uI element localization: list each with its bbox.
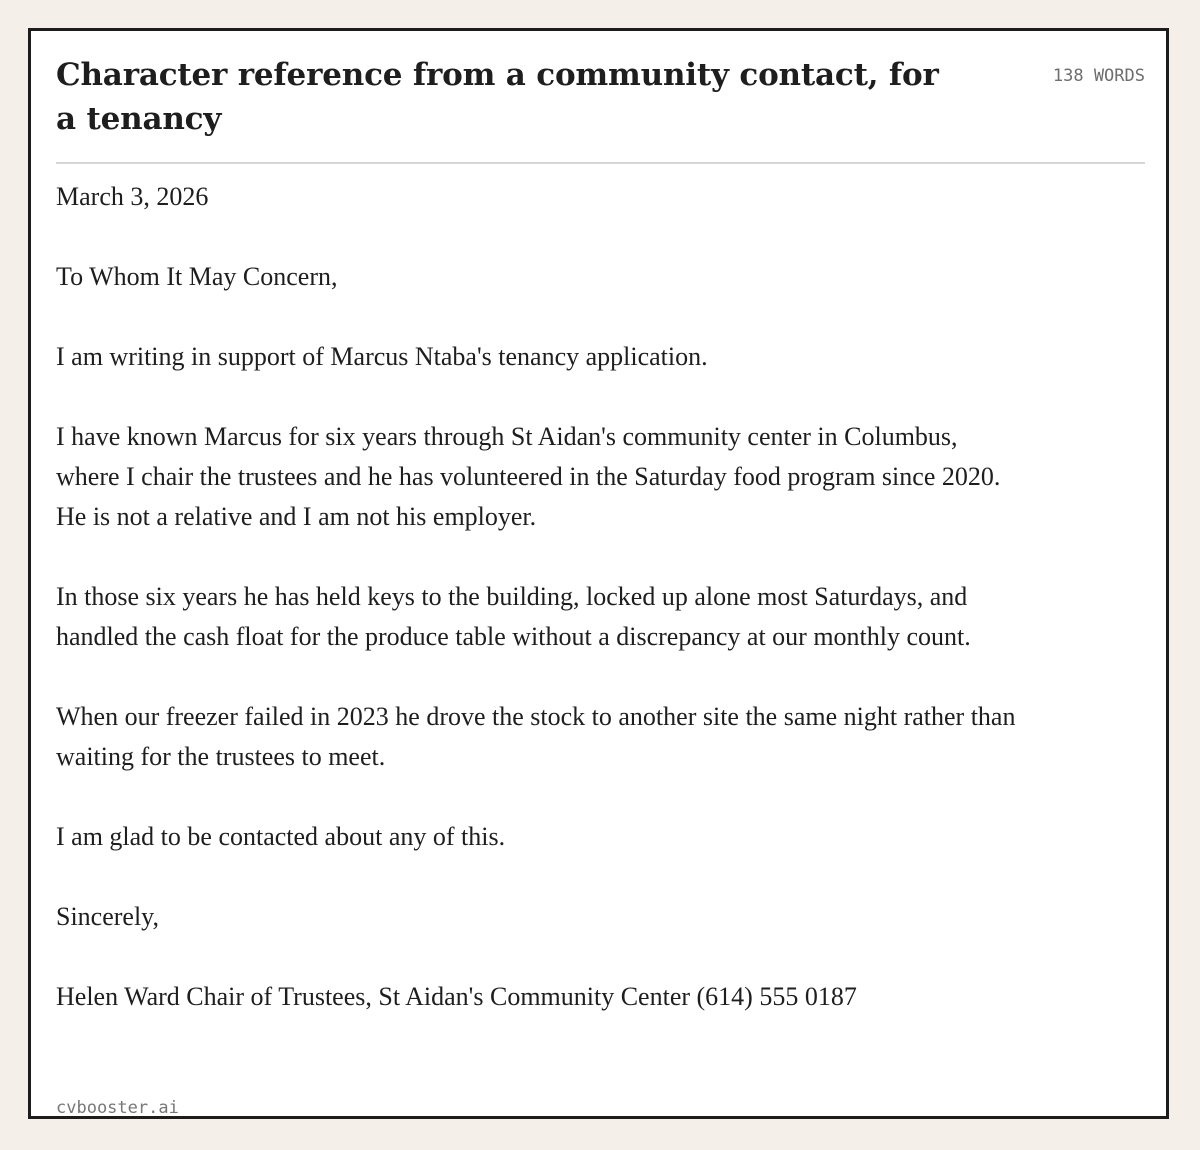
letter-closing: Sincerely, [56,902,159,931]
letter-title: Character reference from a community contact, for a tenancy [56,57,939,137]
reference-letter-card [28,28,1169,1119]
letter-date: March 3, 2026 [56,182,209,211]
letter-header [56,53,1145,164]
word-count-badge: 138 WORDS [1052,66,1145,86]
letter-signature: Helen Ward Chair of Trustees, St Aidan's Community Center (614) 555 0187 [56,982,857,1011]
letter-paragraph: In those six years he has held keys to the building, locked up alone most Saturdays, and handled the cash float for the produce table without a discrepancy at our monthly count. [56,582,971,651]
brand-watermark: cvbooster.ai [56,1098,179,1118]
letter-paragraph: I am glad to be contacted about any of this. [56,822,506,851]
letter-paragraph: I have known Marcus for six years through St Aidan's community center in Columbus, where I chair the trustees and he has volunteered in the Saturday food program since 2020. He is not a relative and I am not his employer. [56,422,1001,531]
letter-body [56,177,1016,1017]
letter-paragraph: I am writing in support of Marcus Ntaba's tenancy application. [56,342,708,371]
letter-paragraph: When our freezer failed in 2023 he drove the stock to another site the same night rather than waiting for the trustees to meet. [56,702,1016,771]
letter-salutation: To Whom It May Concern, [56,262,338,291]
